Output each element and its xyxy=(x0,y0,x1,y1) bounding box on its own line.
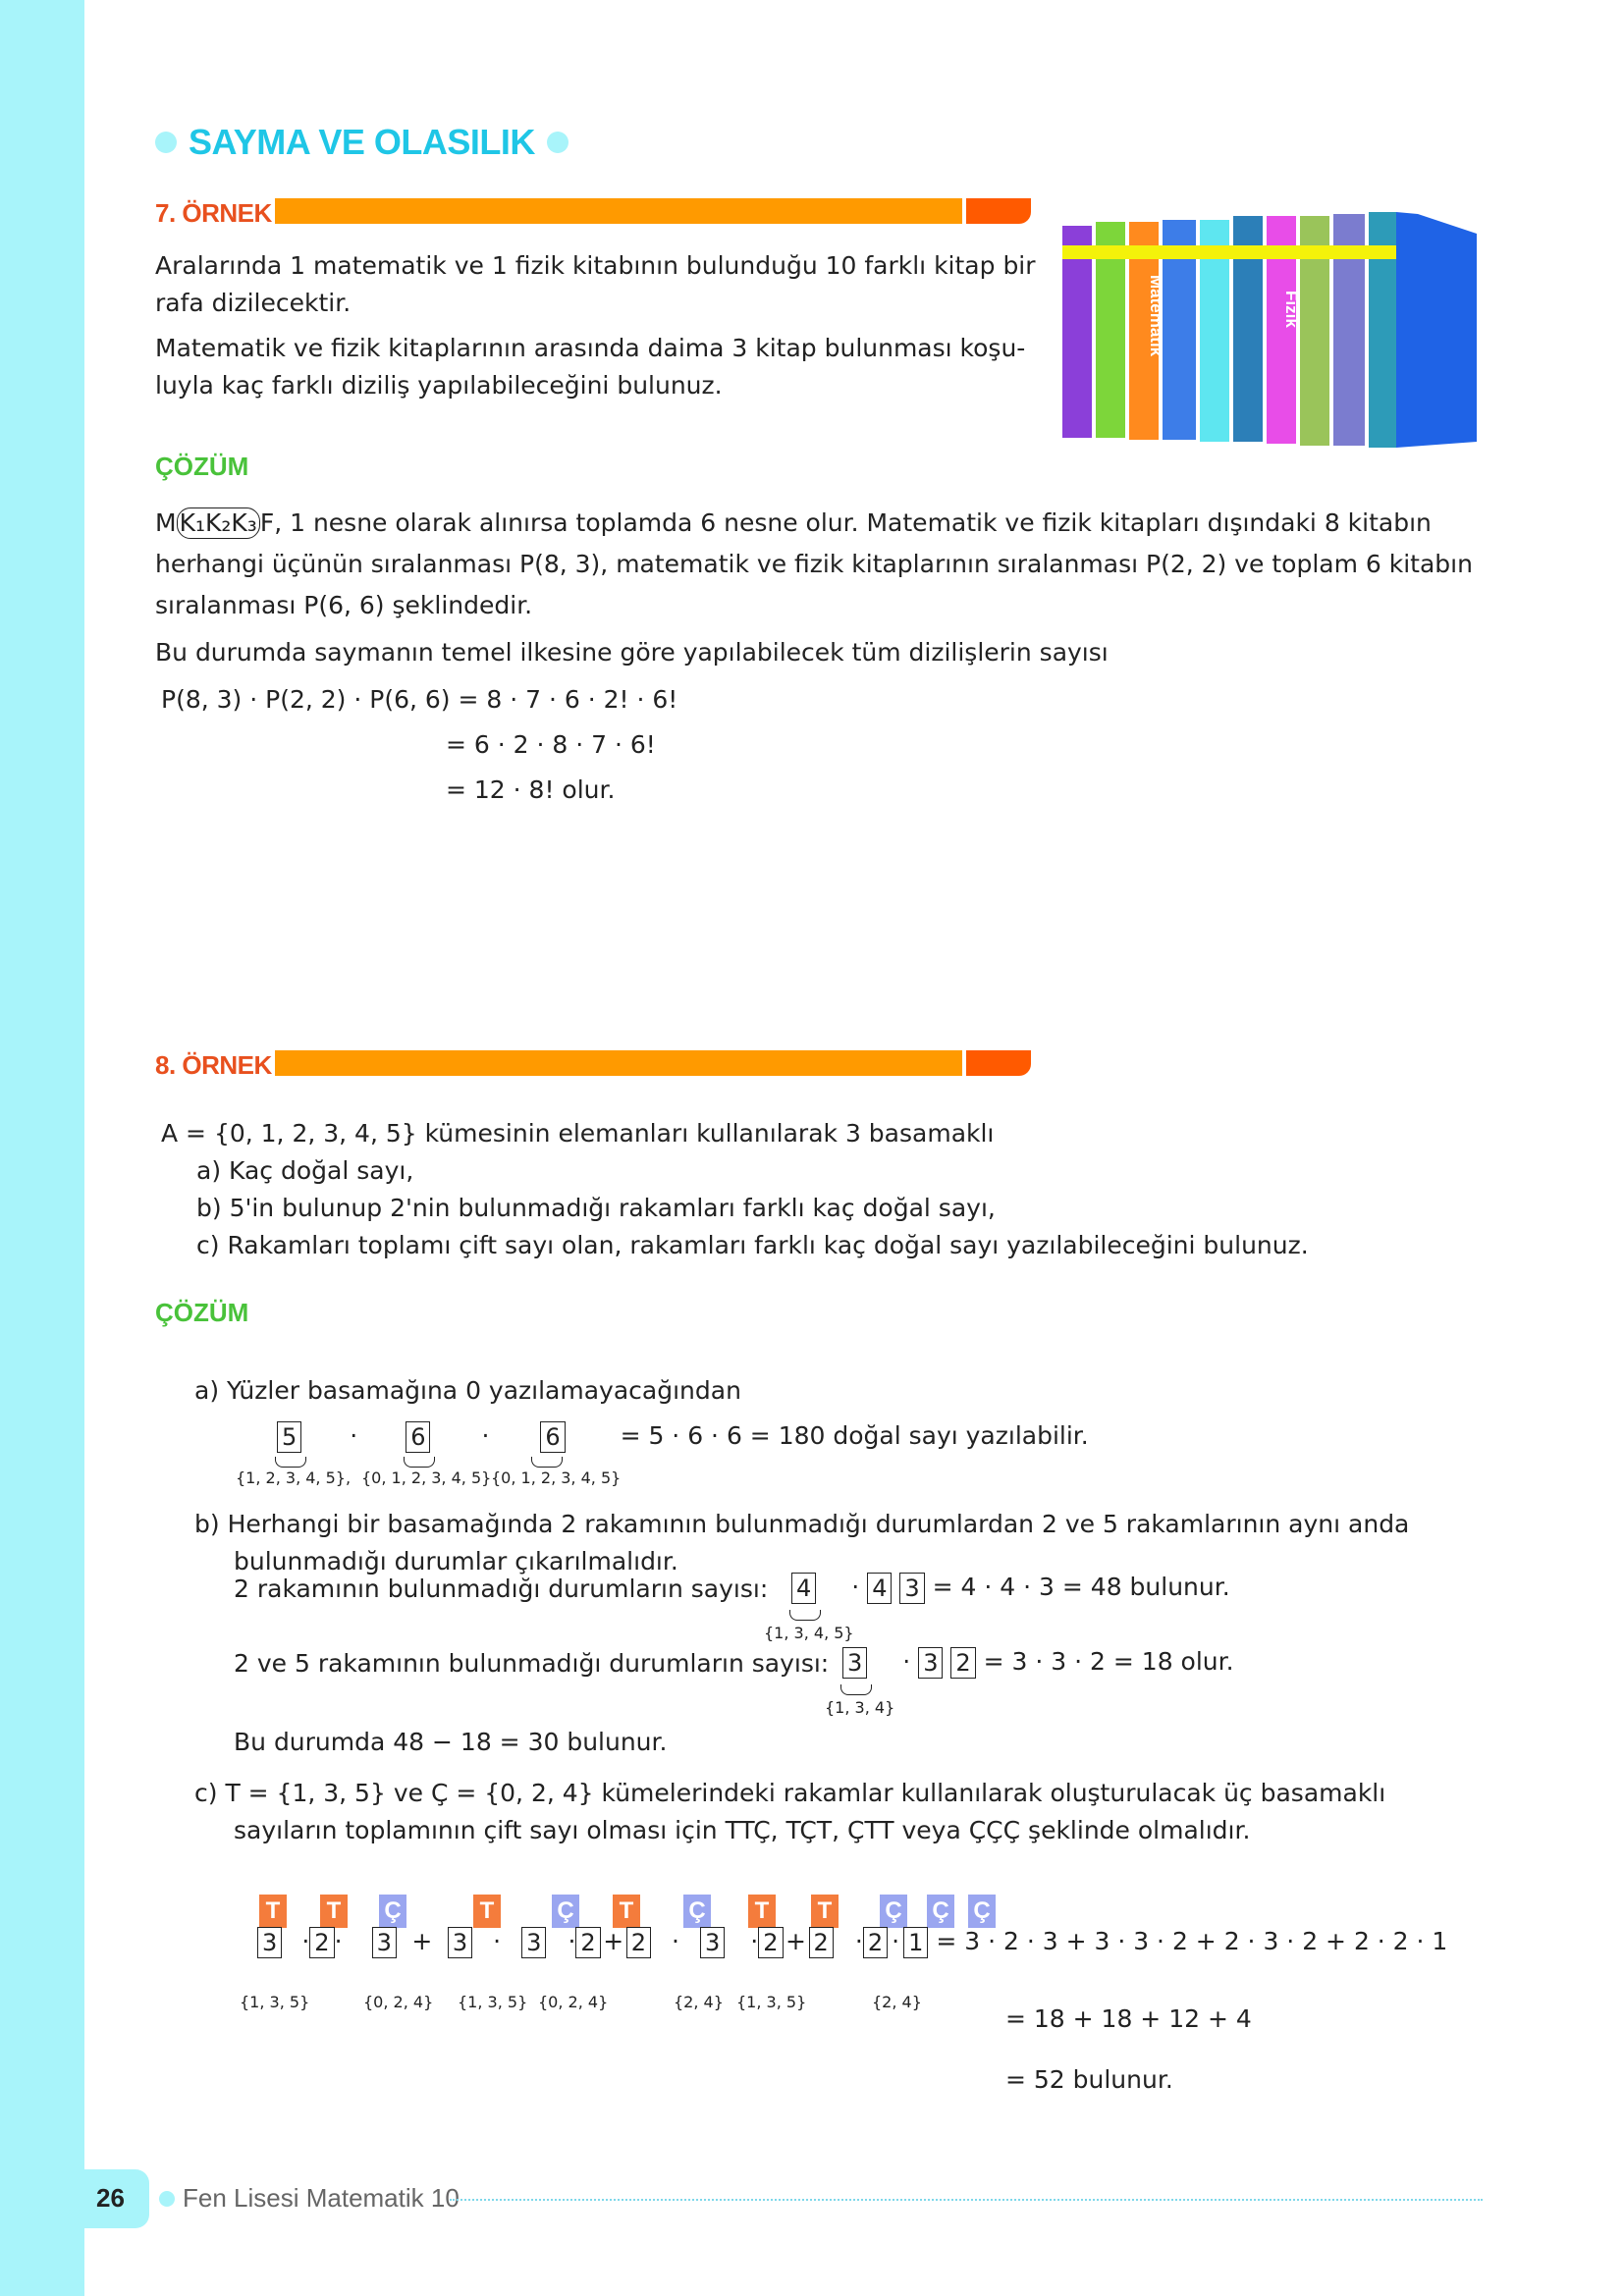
part-a-expression: 5 · 6 · 6 = 5 · 6 · 6 = 180 doğal sayı yazılabilir. xyxy=(277,1421,1089,1453)
set-label: {0, 2, 4} xyxy=(538,1993,609,2011)
digit-box: 2 xyxy=(809,1927,834,1958)
header-dot-icon xyxy=(547,132,568,153)
digit-box: 4 xyxy=(867,1573,892,1604)
digit-box: 3 xyxy=(372,1927,397,1958)
book-title: Fen Lisesi Matematik 10 xyxy=(183,2183,460,2213)
part-b-line4: 2 ve 5 rakamının bulunmadığı durumların sayısı: xyxy=(234,1649,830,1678)
equation-line: = 6 · 2 · 8 · 7 · 6! xyxy=(446,730,656,759)
part-c-expression: 3 · 2 · 3 + 3 · 3 · 2 + 2 · 3 · 2 + 2 · 2 · 1 = 3 · 2 · 3 + 3 · 3 · 2 + 2 · 3 · 2 + 2 · 2 · 1 xyxy=(257,1927,1447,1958)
digit-box: 2 xyxy=(950,1647,975,1679)
digit-box: 2 xyxy=(758,1927,783,1958)
text-line: rafa dizilecektir. xyxy=(155,289,352,317)
brace xyxy=(275,1457,306,1468)
set-label: {2, 4} xyxy=(872,1993,922,2011)
text-line: Bu durumda saymanın temel ilkesine göre yapılabilecek tüm dizilişlerin sayısı xyxy=(155,638,1109,667)
text-line: herhangi üçünün sıralanması P(8, 3), matematik ve fizik kitaplarının sıralanması P(2, 2) ve toplam 6 kitabın xyxy=(155,550,1473,578)
example7-bar xyxy=(275,198,962,224)
set-label: {1, 3, 5} xyxy=(736,1993,807,2011)
set-label: {1, 2, 3, 4, 5}, xyxy=(236,1468,352,1487)
part-a-result: = 5 · 6 · 6 = 180 doğal sayı yazılabilir. xyxy=(620,1421,1089,1450)
part-a-intro: a) Yüzler basamağına 0 yazılamayacağından xyxy=(194,1376,741,1405)
text-line: b) Herhangi bir basamağında 2 rakamının bulunmadığı durumlardan 2 ve 5 rakamlarının aynı anda xyxy=(194,1510,1410,1538)
header-dot-icon xyxy=(155,132,177,153)
text-line: sayıların toplamının çift sayı olması için TTÇ, TÇT, ÇTT veya ÇÇÇ şeklinde olmalıdır. xyxy=(234,1816,1251,1844)
digit-box: 5 xyxy=(277,1421,301,1453)
part-b-result-2: = 3 · 3 · 2 = 18 olur. xyxy=(983,1647,1234,1676)
tag-t: T xyxy=(320,1895,348,1928)
text: F, 1 nesne olarak alınırsa toplamda 6 nesne olur. Matematik ve fizik kitapları dışındaki 8 kitabın xyxy=(259,508,1432,537)
part-b-line5: Bu durumda 48 − 18 = 30 bulunur. xyxy=(234,1728,668,1756)
text-line: c) Rakamları toplamı çift sayı olan, rakamları farklı kaç doğal sayı yazılabileceğini bulunuz. xyxy=(196,1231,1309,1259)
tag-c: Ç xyxy=(968,1895,996,1928)
tag-c: Ç xyxy=(927,1895,954,1928)
part-b-expression-1: 4 · 4 3 = 4 · 4 · 3 = 48 bulunur. xyxy=(791,1573,1230,1604)
digit-box: 2 xyxy=(575,1927,600,1958)
example8-bar-end xyxy=(966,1050,1031,1076)
digit-box: 3 xyxy=(448,1927,472,1958)
digit-box: 3 xyxy=(257,1927,282,1958)
brace xyxy=(531,1457,563,1468)
text-line: luyla kaç farklı diziliş yapılabileceğini bulunuz. xyxy=(155,371,723,400)
example7-label: 7. ÖRNEK xyxy=(155,198,272,228)
part-c-result-2: = 18 + 18 + 12 + 4 xyxy=(1005,2004,1252,2033)
page-number: 26 xyxy=(96,2183,125,2213)
grouped-books: K₁K₂K₃ xyxy=(177,507,260,539)
digit-box: 3 xyxy=(899,1573,924,1604)
set-label: {1, 3, 4, 5} xyxy=(764,1624,854,1642)
set-label: {1, 3, 4} xyxy=(825,1698,895,1717)
digit-box: 2 xyxy=(626,1927,651,1958)
tag-c: Ç xyxy=(880,1895,907,1928)
example8-question xyxy=(161,1115,1487,1264)
tag-t: T xyxy=(473,1895,501,1928)
section-title: SAYMA VE OLASILIK xyxy=(189,122,535,162)
set-label: {2, 4} xyxy=(674,1993,724,2011)
text-line: sıralanması P(6, 6) şeklindedir. xyxy=(155,591,533,619)
tag-t: T xyxy=(613,1895,640,1928)
set-label: {1, 3, 5} xyxy=(458,1993,528,2011)
book-math-label: Matematik xyxy=(1147,275,1165,357)
example7-solution-label: ÇÖZÜM xyxy=(155,452,249,481)
example8-label: 8. ÖRNEK xyxy=(155,1050,272,1080)
digit-box: 6 xyxy=(406,1421,430,1453)
tag-t: T xyxy=(748,1895,776,1928)
equation-line: = 12 · 8! olur. xyxy=(446,775,616,804)
part-c-result-1: = 3 · 2 · 3 + 3 · 3 · 2 + 2 · 3 · 2 + 2 · 2 · 1 xyxy=(936,1927,1448,1955)
text-line: A = {0, 1, 2, 3, 4, 5} kümesinin elemanları kullanılarak 3 basamaklı xyxy=(161,1119,995,1148)
part-c-result-3: = 52 bulunur. xyxy=(1005,2065,1173,2094)
book-row xyxy=(1062,212,1477,448)
part-c-text xyxy=(194,1775,1490,1849)
digit-box: 1 xyxy=(903,1927,928,1958)
tag-c: Ç xyxy=(683,1895,711,1928)
book-cover xyxy=(1396,212,1477,448)
text-line xyxy=(155,505,1486,542)
digit-box: 2 xyxy=(309,1927,334,1958)
set-label: {0, 2, 4} xyxy=(363,1993,434,2011)
example7-solution-text xyxy=(155,505,1486,671)
text-line: b) 5'in bulunup 2'nin bulunmadığı rakamları farklı kaç doğal sayı, xyxy=(196,1194,996,1222)
digit-box: 3 xyxy=(918,1647,943,1679)
digit-box: 2 xyxy=(863,1927,888,1958)
tag-c: Ç xyxy=(552,1895,579,1928)
text-line: Aralarında 1 matematik ve 1 fizik kitabının bulunduğu 10 farklı kitap bir xyxy=(155,251,1036,280)
books-illustration xyxy=(1060,206,1492,452)
tag-c: Ç xyxy=(379,1895,406,1928)
side-strip xyxy=(0,0,84,2296)
tag-t: T xyxy=(811,1895,839,1928)
example8-solution-label: ÇÖZÜM xyxy=(155,1298,249,1327)
digit-box: 3 xyxy=(521,1927,546,1958)
brace xyxy=(840,1684,872,1695)
yellow-band xyxy=(1062,245,1396,259)
set-label: {0, 1, 2, 3, 4, 5} xyxy=(491,1468,622,1487)
digit-box: 3 xyxy=(842,1647,867,1679)
tag-t: T xyxy=(259,1895,287,1928)
example7-question xyxy=(155,247,1039,404)
footer-dot-icon xyxy=(159,2191,175,2207)
digit-box: 4 xyxy=(791,1573,816,1604)
example8-bar xyxy=(275,1050,962,1076)
part-b-expression-2: 3 · 3 2 = 3 · 3 · 2 = 18 olur. xyxy=(842,1647,1234,1679)
part-b-result-1: = 4 · 4 · 3 = 48 bulunur. xyxy=(932,1573,1230,1601)
digit-box: 3 xyxy=(700,1927,725,1958)
set-label: {1, 3, 5} xyxy=(240,1993,310,2011)
example7-bar-end xyxy=(966,198,1031,224)
brace xyxy=(789,1610,821,1621)
text-line: c) T = {1, 3, 5} ve Ç = {0, 2, 4} kümelerindeki rakamlar kullanılarak oluşturulacak üç basamaklı xyxy=(194,1779,1386,1807)
digit-box: 6 xyxy=(540,1421,565,1453)
part-b-text xyxy=(194,1506,1486,1580)
part-b-line3: 2 rakamının bulunmadığı durumların sayısı: xyxy=(234,1575,769,1603)
book-phys-label: Fizik xyxy=(1282,291,1301,328)
text-line: a) Kaç doğal sayı, xyxy=(196,1156,414,1185)
footer-divider xyxy=(450,2199,1483,2201)
section-header xyxy=(155,122,568,163)
text-line: Matematik ve fizik kitaplarının arasında daima 3 kitap bulunması koşu- xyxy=(155,334,1026,362)
text-line: bulunmadığı durumlar çıkarılmalıdır. xyxy=(234,1547,678,1575)
equation-line: P(8, 3) · P(2, 2) · P(6, 6) = 8 · 7 · 6 · 2! · 6! xyxy=(161,685,678,714)
set-label: {0, 1, 2, 3, 4, 5} xyxy=(361,1468,492,1487)
math-symbol: M xyxy=(155,508,177,537)
brace xyxy=(404,1457,435,1468)
